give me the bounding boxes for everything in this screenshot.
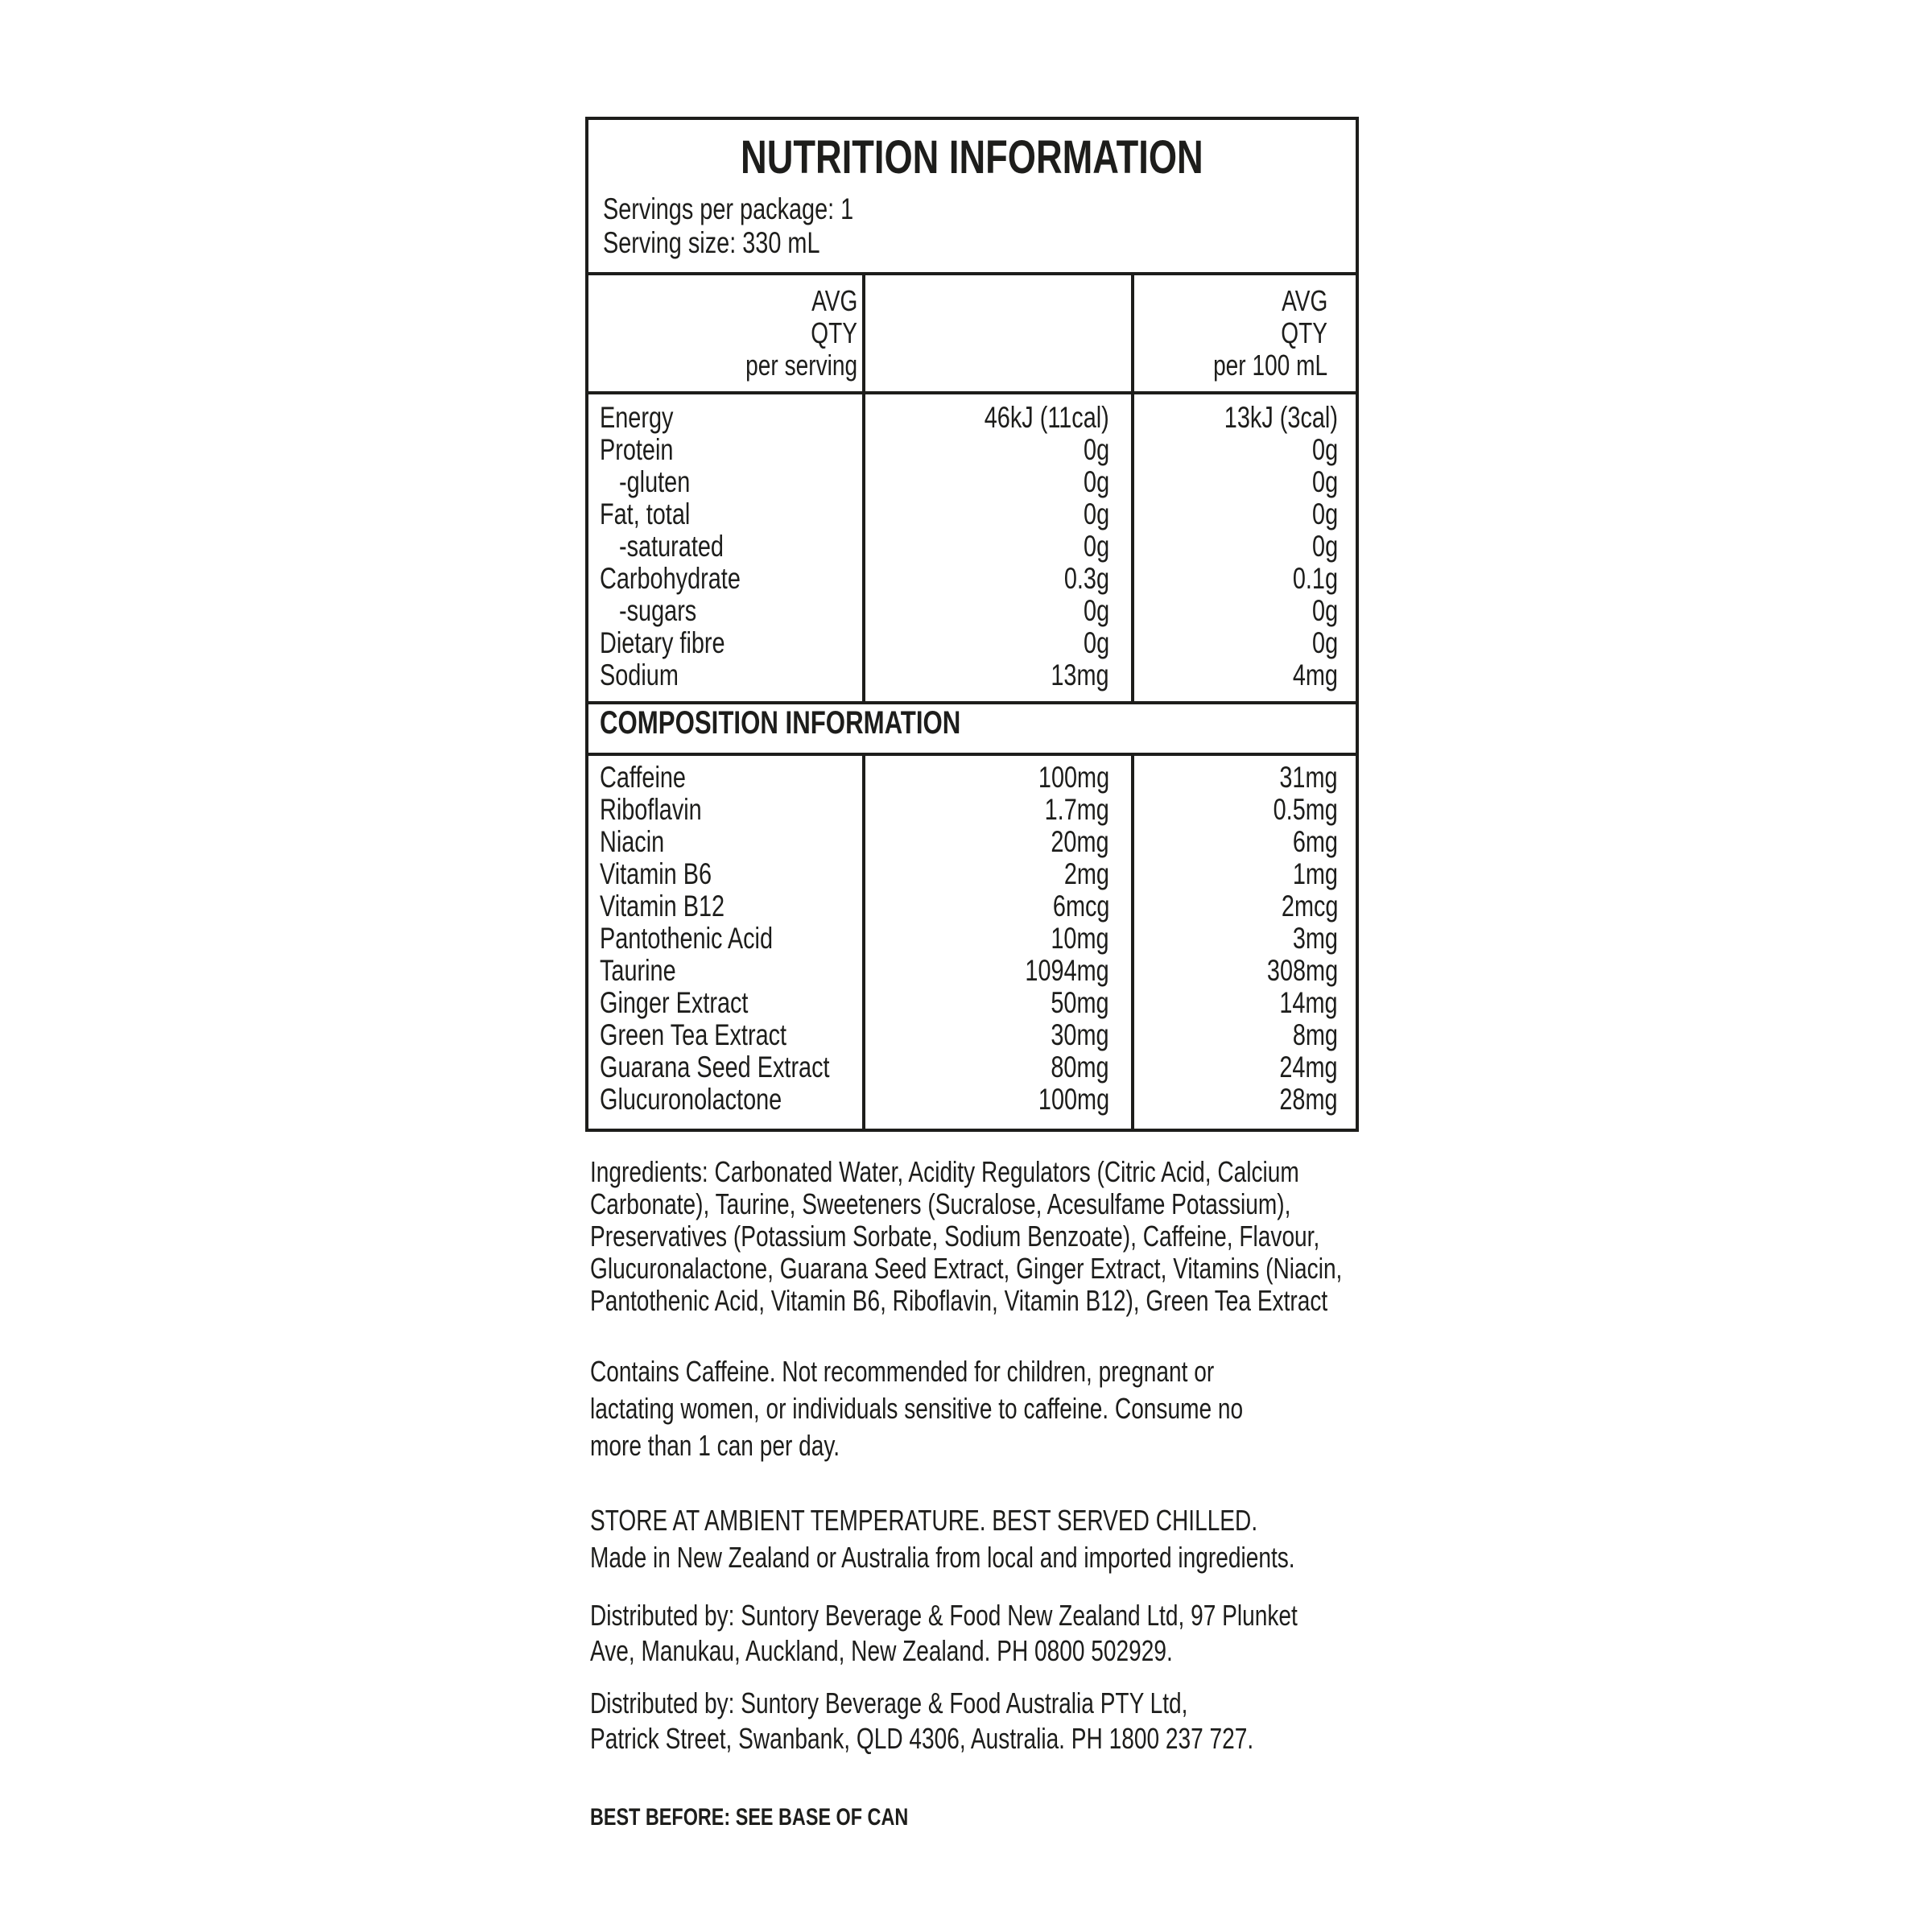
table-row: Carbohydrate 0.3g 0.1g [600,562,1338,595]
divider-header-bottom [588,391,1356,394]
column-header-per-serving: AVG QTY per serving [745,284,857,382]
nutrition-panel [585,117,1359,1132]
serving-size: Serving size: 330 mL [603,226,820,259]
table-row: Vitamin B6 2mg 1mg [600,857,1338,890]
servings-per-package: Servings per package: 1 [603,192,854,225]
table-row: Fat, total 0g 0g [600,497,1338,530]
distributor-au: Distributed by: Suntory Beverage & Food Australia PTY Ltd, Patrick Street, Swanbank, QLD 4306, Australia. PH 1800 237 727. [590,1686,1254,1755]
nutrition-rows [588,402,1356,691]
divider-header-top [588,272,1356,275]
distributor-nz: Distributed by: Suntory Beverage & Food New Zealand Ltd, 97 Plunket Ave, Manukau, Auckland, New Zealand. PH 0800 502929. [590,1599,1298,1667]
table-row: -gluten 0g 0g [619,465,1338,498]
table-row: Caffeine 100mg 31mg [600,761,1338,794]
nutrition-title: NUTRITION INFORMATION [741,131,1203,184]
table-row: Taurine 1094mg 308mg [600,954,1338,987]
table-row: Riboflavin 1.7mg 0.5mg [600,793,1338,826]
composition-heading: COMPOSITION INFORMATION [600,705,961,741]
divider-composition-bottom [588,753,1356,756]
ingredients-text: Ingredients: Carbonated Water, Acidity Regulators (Citric Acid, Calcium Carbonate), Taurine, Sweeteners (Sucralose, Acesulfame Potassium), Preservatives (Potassium Sorbate, Sodium Benzoate), Caffeine, Flavour, Glucuronalactone, Guarana Seed Extract, Ginger Extract, Vitamins (Niacin, Pantothenic Acid, Vitamin B6, Riboflavin, Vitamin B12), Green Tea Extract [590,1155,1343,1317]
table-row: -sugars 0g 0g [619,594,1338,627]
table-row: Niacin 20mg 6mg [600,825,1338,858]
table-row: Green Tea Extract 30mg 8mg [600,1018,1338,1051]
table-row: Energy 46kJ (11cal) 13kJ (3cal) [600,401,1338,434]
table-row: Vitamin B12 6mcg 2mcg [600,890,1338,923]
best-before: BEST BEFORE: SEE BASE OF CAN [590,1804,909,1831]
column-header-per-100ml: AVG QTY per 100 mL [1212,284,1327,382]
table-row: Pantothenic Acid 10mg 3mg [600,922,1338,955]
table-row: Glucuronolactone 100mg 28mg [600,1083,1338,1116]
table-row: -saturated 0g 0g [619,530,1338,563]
storage-info: STORE AT AMBIENT TEMPERATURE. BEST SERVED CHILLED. Made in New Zealand or Australia from local and imported ingredients. [590,1504,1295,1574]
composition-rows [588,762,1356,1116]
caffeine-warning: Contains Caffeine. Not recommended for children, pregnant or lactating women, or individuals sensitive to caffeine. Consume no more than 1 can per day. [590,1355,1244,1462]
table-row: Sodium 13mg 4mg [600,658,1338,691]
table-row: Dietary fibre 0g 0g [600,626,1338,659]
table-row: Protein 0g 0g [600,433,1338,466]
table-row: Guarana Seed Extract 80mg 24mg [600,1051,1338,1084]
table-row: Ginger Extract 50mg 14mg [600,986,1338,1019]
